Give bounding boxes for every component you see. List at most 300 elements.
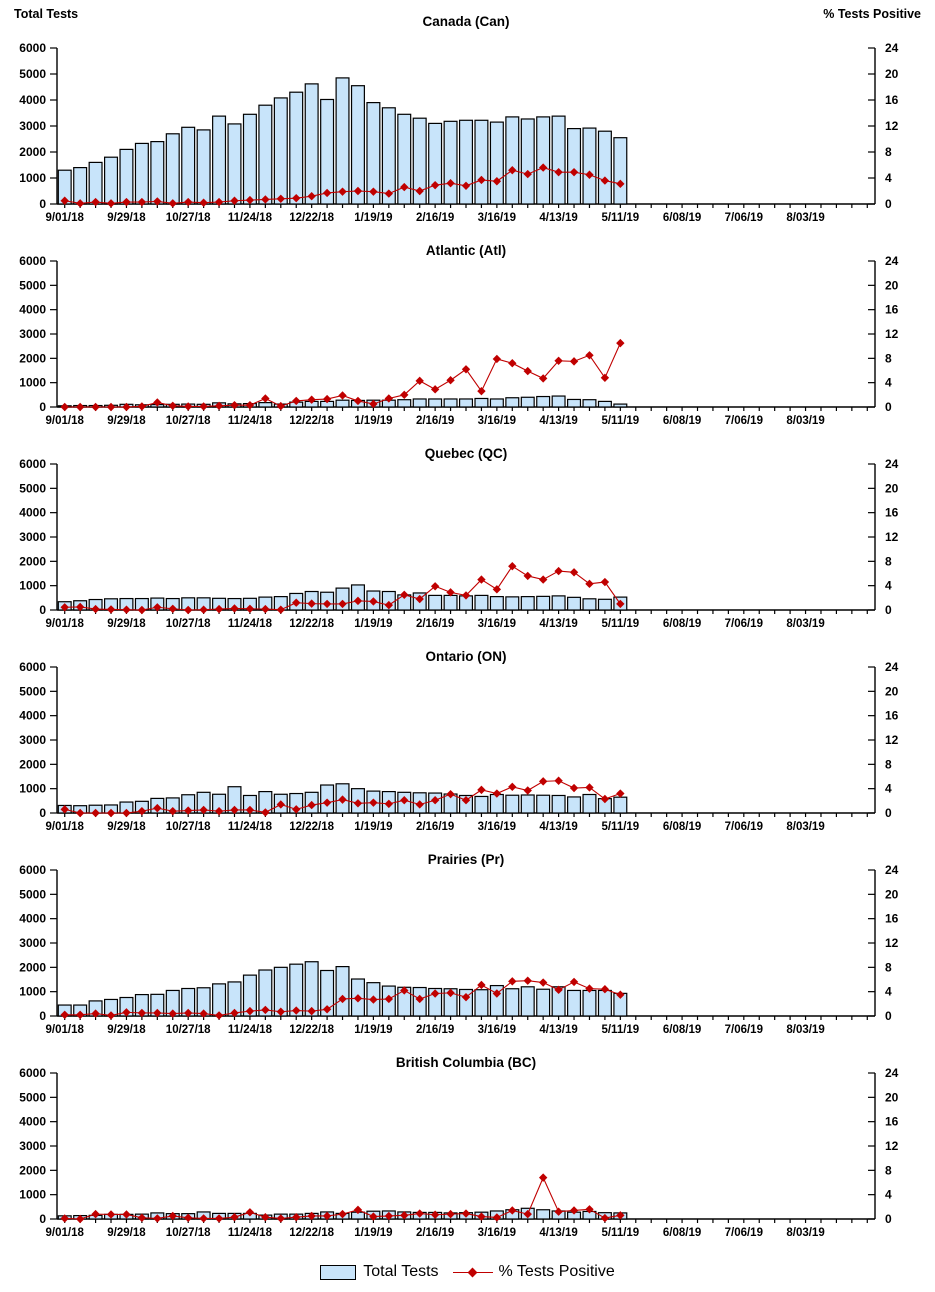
left-tick-label: 4000 [19,302,46,317]
total-tests-bar [506,117,519,204]
chart-prairies [0,846,935,1049]
x-tick-label: 6/08/19 [662,1227,702,1239]
legend-total-tests-label: Total Tests [363,1263,439,1280]
total-tests-bar [182,127,195,204]
total-tests-bar [583,400,596,407]
left-tick-label: 4000 [19,911,46,926]
x-tick-label: 9/01/18 [45,1024,84,1036]
total-tests-bar [598,131,611,204]
pct-positive-marker [508,783,516,791]
left-tick-label: 0 [39,806,46,820]
total-tests-bar [413,399,426,407]
total-tests-bar [475,990,488,1016]
total-tests-bar [614,797,627,813]
x-tick-label: 8/03/19 [786,1227,825,1239]
pct-positive-marker [261,1213,269,1221]
left-tick-label: 3000 [19,327,46,341]
x-tick-label: 5/11/19 [601,415,640,427]
left-tick-label: 0 [39,603,46,617]
left-axis-title: Total Tests [14,7,79,21]
chart-title: Prairies (Pr) [427,852,505,867]
x-tick-label: 6/08/19 [662,415,702,427]
x-tick-label: 6/08/19 [662,821,702,833]
right-tick-label: 20 [885,278,899,293]
right-tick-label: 0 [885,197,892,211]
legend-item-pct-positive [453,1263,615,1281]
total-tests-bar [475,796,488,813]
chart-svg [0,846,935,1044]
left-tick-label: 6000 [19,1066,46,1080]
total-tests-bar [537,596,550,610]
total-tests-bar [475,398,488,407]
x-tick-label: 3/16/19 [477,618,517,630]
pct-positive-marker [524,786,532,794]
left-tick-label: 0 [39,400,46,414]
pct-positive-marker [493,585,501,593]
left-tick-label: 6000 [19,660,46,674]
right-axis-title: % Tests Positive [823,7,921,21]
chart-svg [0,440,935,638]
x-tick-label: 9/29/18 [107,212,146,224]
total-tests-bar [460,120,473,204]
right-tick-label: 0 [885,400,892,414]
pct-positive-marker [585,783,593,791]
x-tick-label: 2/16/19 [415,1024,455,1036]
right-tick-label: 20 [885,887,899,902]
total-tests-bar [336,400,349,407]
total-tests-bar [475,595,488,610]
total-tests-bar [444,399,457,407]
pct-positive-marker [261,394,269,402]
total-tests-bar [598,599,611,610]
total-tests-bar [259,403,272,407]
pct-positive-marker [539,575,547,583]
right-tick-label: 8 [885,1163,892,1178]
x-tick-label: 11/24/18 [227,618,272,630]
x-tick-label: 5/11/19 [601,212,640,224]
left-tick-label: 3000 [19,733,46,747]
left-tick-label: 6000 [19,41,46,55]
x-tick-label: 10/27/18 [165,1227,211,1239]
right-tick-label: 12 [885,530,899,544]
chart-atlantic [0,237,935,440]
x-tick-label: 2/16/19 [415,415,455,427]
x-tick-label: 3/16/19 [477,212,517,224]
total-tests-bar [444,121,457,204]
pct-positive-marker [570,357,578,365]
right-tick-label: 12 [885,119,899,133]
x-tick-label: 5/11/19 [601,618,640,630]
total-tests-bar [89,162,102,204]
x-tick-label: 11/24/18 [227,212,272,224]
total-tests-bar [506,398,519,407]
right-tick-label: 0 [885,603,892,617]
total-tests-bar [568,129,581,204]
x-tick-label: 1/19/19 [354,415,393,427]
chart-svg [0,1049,935,1247]
x-tick-label: 2/16/19 [415,212,455,224]
total-tests-bar [429,123,442,204]
x-tick-label: 10/27/18 [165,1024,211,1036]
right-tick-label: 16 [885,505,899,520]
left-tick-label: 3000 [19,936,46,950]
x-tick-label: 10/27/18 [165,618,211,630]
legend-pct-positive-marker-icon [453,1266,493,1278]
x-tick-label: 4/13/19 [539,618,578,630]
pct-positive-marker [601,374,609,382]
pct-positive-marker [570,784,578,792]
x-tick-label: 10/27/18 [165,415,211,427]
x-tick-label: 12/22/18 [289,618,335,630]
pct-positive-marker [199,402,207,410]
total-tests-bar [552,596,565,610]
total-tests-bar [197,130,210,204]
x-tick-label: 5/11/19 [601,821,640,833]
total-tests-bar [460,399,473,407]
total-tests-bar [151,142,164,204]
total-tests-bar [228,124,241,204]
right-tick-label: 8 [885,757,892,772]
total-tests-bar [598,401,611,407]
total-tests-bar [429,595,442,610]
total-tests-bar [444,595,457,610]
x-tick-label: 4/13/19 [539,821,578,833]
total-tests-bar [244,114,257,204]
left-tick-label: 2000 [19,351,46,366]
left-tick-label: 5000 [19,67,46,81]
x-tick-label: 5/11/19 [601,1024,640,1036]
left-tick-label: 1000 [19,171,46,185]
total-tests-bar [568,990,581,1016]
chart-british-columbia [0,1049,935,1252]
total-tests-bar [614,138,627,204]
total-tests-bar [290,92,303,204]
x-tick-label: 11/24/18 [227,1227,272,1239]
pct-positive-marker [539,1173,547,1181]
total-tests-bar [336,78,349,204]
chart-title: Quebec (QC) [424,446,508,461]
left-tick-label: 4000 [19,93,46,107]
total-tests-bar [521,795,534,813]
right-tick-label: 8 [885,351,892,366]
total-tests-bar [521,597,534,610]
left-tick-label: 2000 [19,145,46,159]
right-tick-label: 4 [885,984,892,999]
right-tick-label: 4 [885,578,892,593]
pct-positive-marker [76,403,84,411]
right-tick-label: 4 [885,375,892,390]
left-tick-label: 1000 [19,375,46,390]
total-tests-bar [537,117,550,204]
left-tick-label: 5000 [19,278,46,293]
right-tick-label: 24 [885,660,899,674]
right-tick-label: 8 [885,554,892,569]
chart-svg [0,2,935,232]
x-tick-label: 8/03/19 [786,821,825,833]
right-tick-label: 16 [885,708,899,723]
right-tick-label: 4 [885,781,892,796]
x-tick-label: 1/19/19 [354,821,393,833]
x-tick-label: 12/22/18 [289,212,335,224]
total-tests-bar [552,116,565,204]
right-tick-label: 16 [885,911,899,926]
chart-ontario [0,643,935,846]
pct-positive-marker [477,387,485,395]
x-tick-label: 11/24/18 [227,821,272,833]
right-tick-label: 24 [885,457,899,471]
total-tests-bar [521,397,534,407]
chart-quebec [0,440,935,643]
right-tick-label: 0 [885,1009,892,1023]
left-tick-label: 1000 [19,1187,46,1202]
total-tests-bar [583,128,596,204]
total-tests-bar [274,98,287,204]
left-tick-label: 2000 [19,554,46,569]
total-tests-bar [552,795,565,813]
left-tick-label: 0 [39,197,46,211]
total-tests-bar [614,404,627,407]
left-tick-label: 1000 [19,781,46,796]
x-tick-label: 12/22/18 [289,1227,335,1239]
chart-title: Canada (Can) [422,14,510,29]
pct-positive-marker [107,403,115,411]
x-tick-label: 12/22/18 [289,821,335,833]
x-tick-label: 8/03/19 [786,1024,825,1036]
left-tick-label: 4000 [19,505,46,520]
total-tests-bar [321,99,334,204]
x-tick-label: 1/19/19 [354,1227,393,1239]
x-tick-label: 4/13/19 [539,1024,578,1036]
right-tick-label: 20 [885,67,899,81]
pct-positive-marker [338,391,346,399]
right-tick-label: 4 [885,171,892,185]
x-tick-label: 8/03/19 [786,618,825,630]
pct-positive-marker [493,355,501,363]
x-tick-label: 9/01/18 [45,618,84,630]
right-tick-label: 24 [885,254,899,268]
left-tick-label: 2000 [19,757,46,772]
total-tests-bar [105,157,118,204]
right-tick-label: 20 [885,481,899,496]
total-tests-bar [490,399,503,407]
x-tick-label: 7/06/19 [724,1024,763,1036]
total-tests-bar [166,134,179,204]
pct-positive-marker [184,402,192,410]
x-tick-label: 8/03/19 [786,212,825,224]
x-tick-label: 9/01/18 [45,1227,84,1239]
total-tests-bar [583,599,596,610]
x-tick-label: 9/29/18 [107,1024,146,1036]
right-tick-label: 12 [885,1139,899,1153]
total-tests-bar [506,795,519,813]
x-tick-label: 1/19/19 [354,618,393,630]
total-tests-bar [537,989,550,1016]
chart-title: British Columbia (BC) [395,1055,537,1070]
total-tests-bar [429,399,442,407]
total-tests-bar [74,168,87,204]
x-tick-label: 7/06/19 [724,1227,763,1239]
left-tick-label: 4000 [19,708,46,723]
right-tick-label: 20 [885,684,899,699]
x-tick-label: 10/27/18 [165,821,211,833]
pct-positive-marker [462,365,470,373]
legend-pct-positive-label: % Tests Positive [498,1263,615,1280]
total-tests-bar [259,105,272,204]
total-tests-bar [537,1210,550,1219]
left-tick-label: 5000 [19,481,46,496]
pct-positive-marker [508,359,516,367]
total-tests-bar [537,795,550,813]
right-tick-label: 20 [885,1090,899,1105]
right-tick-label: 12 [885,936,899,950]
pct-positive-marker [246,401,254,409]
total-tests-bar [598,990,611,1016]
total-tests-bar [506,597,519,610]
chart-legend [0,1252,935,1292]
total-tests-bar [135,143,148,204]
right-tick-label: 0 [885,806,892,820]
x-tick-label: 2/16/19 [415,1227,455,1239]
x-tick-label: 12/22/18 [289,1024,335,1036]
x-tick-label: 3/16/19 [477,415,517,427]
pct-positive-marker [431,385,439,393]
x-tick-label: 4/13/19 [539,415,578,427]
total-tests-bar [568,597,581,610]
total-tests-bar [583,795,596,813]
pct-positive-marker [601,578,609,586]
x-tick-label: 6/08/19 [662,1024,702,1036]
x-tick-label: 4/13/19 [539,1227,578,1239]
pct-positive-marker [539,777,547,785]
pct-positive-marker [524,977,532,985]
legend-item-total-tests [320,1263,438,1281]
left-tick-label: 3000 [19,1139,46,1153]
total-tests-bar [537,397,550,407]
x-tick-label: 9/29/18 [107,618,146,630]
x-tick-label: 1/19/19 [354,212,393,224]
x-tick-label: 1/19/19 [354,1024,393,1036]
left-tick-label: 0 [39,1009,46,1023]
pct-positive-marker [477,786,485,794]
total-tests-bar [583,990,596,1016]
chart-canada [0,2,935,237]
x-tick-label: 9/29/18 [107,821,146,833]
x-tick-label: 9/01/18 [45,821,84,833]
pct-positive-marker [61,403,69,411]
total-tests-bar [352,86,365,204]
right-tick-label: 16 [885,302,899,317]
total-tests-bar [336,967,349,1016]
right-tick-label: 8 [885,145,892,159]
right-tick-label: 0 [885,1212,892,1226]
x-tick-label: 6/08/19 [662,212,702,224]
x-tick-label: 12/22/18 [289,415,335,427]
left-tick-label: 1000 [19,578,46,593]
pct-positive-marker [554,777,562,785]
left-tick-label: 5000 [19,684,46,699]
x-tick-label: 9/01/18 [45,212,84,224]
left-tick-label: 3000 [19,530,46,544]
x-tick-label: 6/08/19 [662,618,702,630]
total-tests-bar [521,987,534,1016]
left-tick-label: 2000 [19,1163,46,1178]
x-tick-label: 8/03/19 [786,415,825,427]
x-tick-label: 9/01/18 [45,415,84,427]
pct-positive-marker [524,572,532,580]
right-tick-label: 8 [885,960,892,975]
left-tick-label: 6000 [19,863,46,877]
x-tick-label: 9/29/18 [107,1227,146,1239]
pct-positive-marker [508,562,516,570]
chart-title: Atlantic (Atl) [425,243,507,258]
right-tick-label: 12 [885,733,899,747]
pct-positive-marker [570,568,578,576]
right-tick-label: 24 [885,1066,899,1080]
right-tick-label: 16 [885,93,899,107]
right-tick-label: 4 [885,1187,892,1202]
pct-positive-marker [585,351,593,359]
total-tests-bar [568,399,581,407]
pct-positive-marker [524,367,532,375]
chart-svg [0,643,935,841]
left-tick-label: 3000 [19,119,46,133]
total-tests-bar [305,84,318,204]
pct-positive-marker [91,403,99,411]
total-tests-bar [552,396,565,407]
pct-positive-marker [616,339,624,347]
pct-positive-marker [138,402,146,410]
pct-positive-marker [616,789,624,797]
pct-positive-marker [570,978,578,986]
x-tick-label: 2/16/19 [415,618,455,630]
left-tick-label: 0 [39,1212,46,1226]
x-tick-label: 7/06/19 [724,415,763,427]
right-tick-label: 16 [885,1114,899,1129]
pct-positive-marker [169,402,177,410]
x-tick-label: 3/16/19 [477,821,517,833]
x-tick-label: 3/16/19 [477,1024,517,1036]
right-tick-label: 24 [885,863,899,877]
x-tick-label: 10/27/18 [165,212,211,224]
total-tests-bar [398,400,411,407]
chart-title: Ontario (ON) [425,649,507,664]
x-tick-label: 11/24/18 [227,1024,272,1036]
x-tick-label: 5/11/19 [601,1227,640,1239]
total-tests-bar [213,984,226,1016]
total-tests-bar [213,116,226,204]
total-tests-bar [490,597,503,610]
x-tick-label: 11/24/18 [227,415,272,427]
left-tick-label: 2000 [19,960,46,975]
left-tick-label: 6000 [19,457,46,471]
x-tick-label: 2/16/19 [415,821,455,833]
chart-svg [0,237,935,435]
total-tests-bar [568,797,581,813]
x-tick-label: 7/06/19 [724,821,763,833]
pct-positive-marker [554,567,562,575]
pct-positive-marker [277,402,285,410]
pct-positive-marker [446,376,454,384]
x-tick-label: 7/06/19 [724,212,763,224]
left-tick-label: 6000 [19,254,46,268]
total-tests-bar [521,119,534,204]
left-tick-label: 4000 [19,1114,46,1129]
pct-positive-marker [539,978,547,986]
legend-total-tests-swatch [320,1265,356,1280]
right-tick-label: 24 [885,41,899,55]
right-tick-label: 12 [885,327,899,341]
total-tests-bar [120,149,133,204]
